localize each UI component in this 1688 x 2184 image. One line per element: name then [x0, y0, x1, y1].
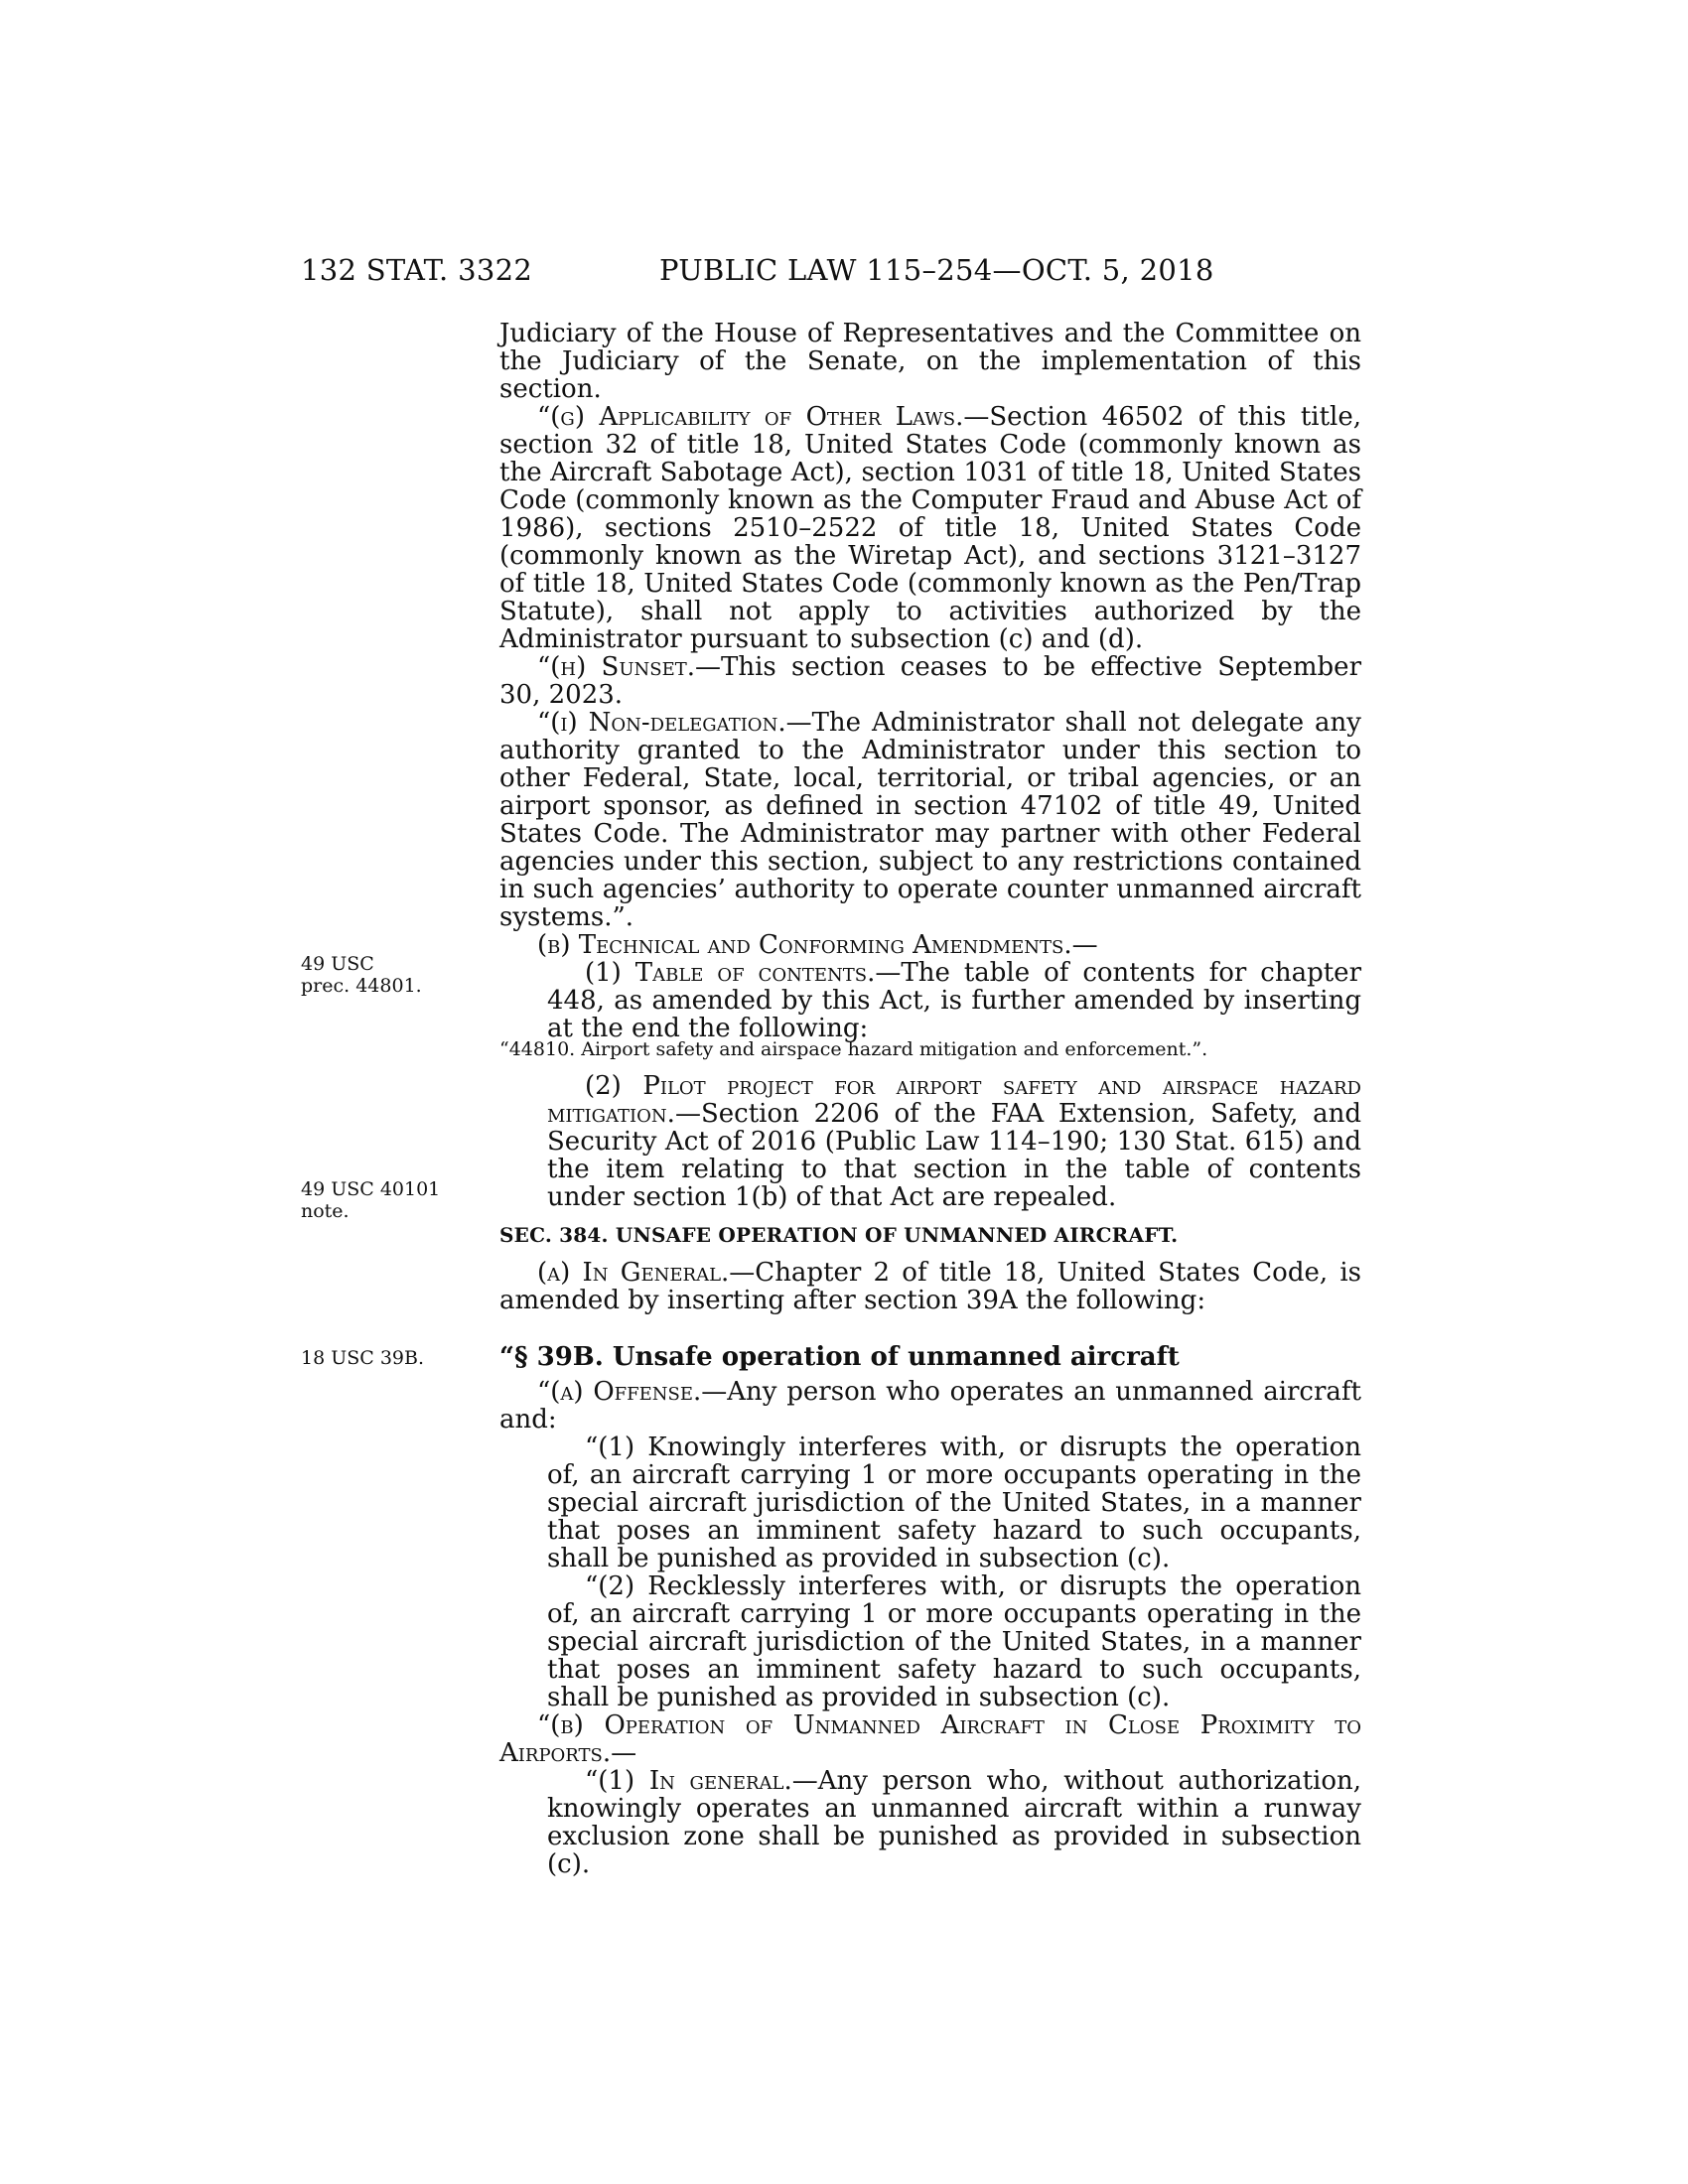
margin-note-line: 49 USC: [301, 953, 374, 975]
margin-note-line: note.: [301, 1200, 350, 1222]
stat-citation: 132 STAT. 3322: [301, 253, 533, 287]
text-h: This section ceases to be effective September 30, 2023.: [499, 652, 1361, 710]
text-ob1: Any person who, without authorization, knowingly operates an unmanned aircraft within a runway exclusion zone shall be punished as provided in subsection (c).: [547, 1766, 1361, 1879]
heading-ob: “(b) Operation of Unmanned Aircraft in Close Proximity to Airports.—: [499, 1710, 1361, 1768]
text-i: The Administrator shall not delegate any authority granted to the Administrator under this section to other Federal, State, local, territorial, or tribal agencies, or an airport sponsor, as defined in section 47102 of title 49, United States Code. The Administrator may partner with other Federal agencies under this section, subject to any restrictions contained in such agencies’ authority to operate counter unmanned aircraft systems.”.: [499, 708, 1361, 932]
heading-g: “(g) Applicability of Other Laws.—: [537, 402, 990, 432]
margin-note-line: prec. 44801.: [301, 975, 422, 997]
paragraph-h: [499, 653, 1361, 709]
heading-b: (b) Technical and Conforming Amendments.—: [537, 930, 1098, 960]
body-text-sec384: [499, 1259, 1361, 1314]
heading-b2: (2) Pilot project for airport safety and airspace hazard mitigation.—: [547, 1071, 1361, 1129]
paragraph-ob1: [499, 1767, 1361, 1878]
heading-a: (a) In General.—: [537, 1258, 756, 1288]
text-offense: Any person who operates an unmanned aircraft and:: [499, 1377, 1361, 1434]
margin-note-18usc-39b: 18 USC 39B.: [301, 1347, 425, 1369]
heading-ob1: “(1) In general.—: [585, 1766, 818, 1796]
paragraph-offense: [499, 1378, 1361, 1433]
section-heading-384: SEC. 384. UNSAFE OPERATION OF UNMANNED AIRCRAFT.: [499, 1223, 1179, 1247]
heading-h: “(h) Sunset.—: [537, 652, 722, 682]
text-g: Section 46502 of this title, section 32 of title 18, United States Code (commonly known as the Aircraft Sabotage Act), section 1031 of title 18, United States Code (commonly known as the Computer Fraud and Abuse Act of 1986), sections 2510–2522 of title 18, United States Code (commonly known as the Wiretap Act), and sections 3121–3127 of title 18, United States Code (commonly known as the Pen/Trap Statute), shall not apply to activities authorized by the Administrator pursuant to subsection (c) and (d).: [499, 402, 1362, 654]
running-head: PUBLIC LAW 115–254—OCT. 5, 2018: [659, 253, 1214, 287]
body-text-middle: [499, 1072, 1361, 1211]
margin-note-line: 49 USC 40101: [301, 1178, 441, 1200]
body-text-upper: [499, 320, 1361, 1042]
paragraph-continued: Judiciary of the House of Representatives and the Committee on the Judiciary of the Senate, on the implementation of this section.: [499, 319, 1361, 404]
margin-note-49usc-40101: [301, 1178, 440, 1222]
heading-i: “(i) Non-delegation.—: [537, 708, 812, 738]
text-b2: Section 2206 of the FAA Extension, Safety, and Security Act of 2016 (Public Law 114–190; 130 Stat. 615) and the item relating to that section in the table of contents under section 1(b) of that Act are repealed.: [547, 1099, 1361, 1212]
paragraph-b2: [499, 1072, 1361, 1211]
paragraph-offense-2: “(2) Recklessly interferes with, or disrupts the operation of, an aircraft carrying 1 or more occupants operating in the special aircraft jurisdiction of the United States, in a manner that poses an imminent safety hazard to such occupants, shall be punished as provided in subsection (c).: [547, 1571, 1361, 1712]
paragraph-g: [499, 403, 1361, 653]
paragraph-a: [499, 1259, 1361, 1314]
text-b1: The table of contents for chapter 448, as amended by this Act, is further amended by inserting at the end the following:: [547, 958, 1362, 1043]
margin-note-49usc-prec: [301, 953, 422, 997]
paragraph-ob: [499, 1711, 1361, 1767]
paragraph-b1: [499, 959, 1361, 1042]
section-heading-39b: “§ 39B. Unsafe operation of unmanned aircraft: [499, 1342, 1180, 1372]
paragraph-b: [499, 931, 1361, 959]
heading-b1: (1) Table of contents.—: [585, 958, 902, 988]
body-text-lower: [499, 1378, 1361, 1878]
toc-entry: “44810. Airport safety and airspace hazard mitigation and enforcement.”.: [499, 1038, 1208, 1060]
paragraph-offense-1: “(1) Knowingly interferes with, or disrupts the operation of, an aircraft carrying 1 or more occupants operating in the special aircraft jurisdiction of the United States, in a manner that poses an imminent safety hazard to such occupants, shall be punished as provided in subsection (c).: [547, 1433, 1361, 1573]
paragraph-i: [499, 709, 1361, 931]
heading-offense: “(a) Offense.—: [537, 1377, 728, 1407]
text-a: Chapter 2 of title 18, United States Code, is amended by inserting after section 39A the following:: [499, 1258, 1361, 1315]
